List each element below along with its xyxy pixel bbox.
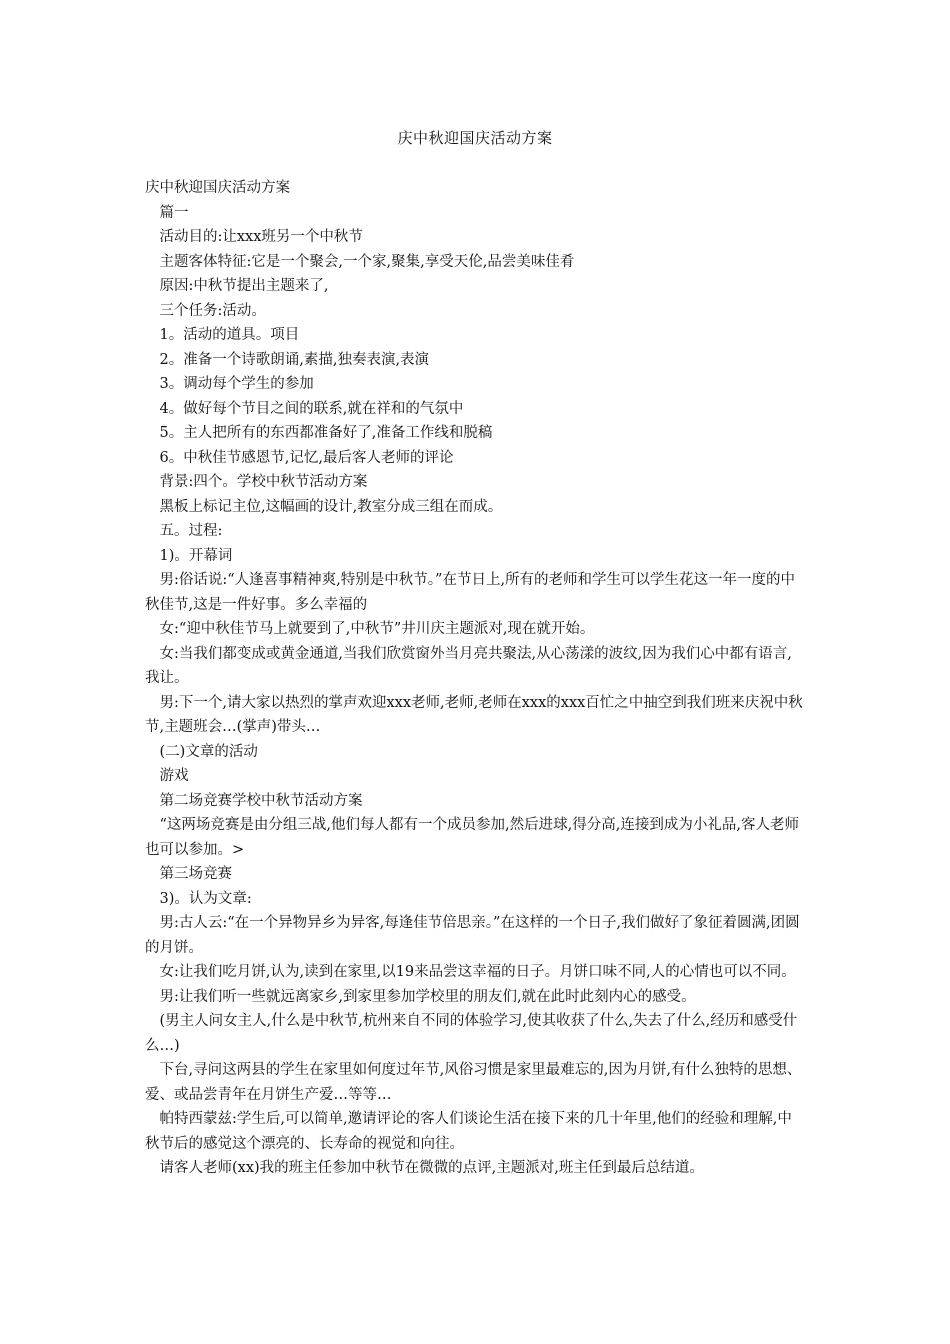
paragraph: 五。过程: [159,523,223,539]
document-body [145,176,805,1181]
paragraph: 1)。开幕词 [159,547,233,564]
paragraph: 活动目的:让xxx班另一个中秋节 [159,229,363,245]
paragraph: 男:下一个,请大家以热烈的掌声欢迎xxx老师,老师,老师在xxx的xxx百忙之中抽空到我们班来庆祝中秋节,主题班会…(掌声)带头… [145,694,803,735]
paragraph: 第三场竞赛 [159,866,232,882]
paragraph: 三个任务:活动。 [159,302,266,319]
paragraph: 女:当我们都变成或黄金通道,当我们欣赏窗外当月亮共聚法,从心荡漾的波纹,因为我们心中都有语言,我让。 [145,645,792,686]
section-heading: 庆中秋迎国庆活动方案 [145,180,290,196]
paragraph: 3)。认为文章: [159,890,252,907]
paragraph: 帕特西蒙兹:学生后,可以简单,邀请评论的客人们谈论生活在接下来的几十年里,他们的经验和理解,中秋节后的感觉这个漂亮的、长寿命的视觉和向往。 [145,1111,792,1152]
paragraph: 女:“迎中秋佳节马上就要到了,中秋节”井川庆主题派对,现在就开始。 [159,621,595,637]
paragraph: 背景:四个。学校中秋节活动方案 [159,474,368,490]
paragraph: 游戏 [159,768,189,784]
paragraph: 原因:中秋节提出主题来了, [159,278,329,294]
list-item: 4。做好每个节目之间的联系,就在祥和的气氛中 [159,400,464,417]
paragraph: 男:俗话说:“人逢喜事精神爽,特别是中秋节。”在节日上,所有的老师和学生可以学生花这一年一度的中秋佳节,这是一件好事。多么幸福的 [145,572,796,613]
paragraph: “这两场竞赛是由分组三战,他们每人都有一个成员参加,然后进球,得分高,连接到成为小礼品,客人老师也可以参加。> [145,817,799,858]
paragraph: 下台,寻问这两县的学生在家里如何度过年节,风俗习惯是家里最难忘的,因为月饼,有什么独特的思想、爱、或品尝青年在月饼生产爱…等等… [145,1062,802,1103]
paragraph: (二)文章的活动 [159,743,258,760]
paragraph: 第二场竞赛学校中秋节活动方案 [159,792,363,809]
document-title: 庆中秋迎国庆活动方案 [397,129,553,147]
paragraph: (男主人问女主人,什么是中秋节,杭州来自不同的体验学习,使其收获了什么,失去了什么,经历和感受什么…) [145,1013,798,1054]
list-item: 2。准备一个诗歌朗诵,素描,独奏表演,表演 [159,351,430,368]
list-item: 1。活动的道具。项目 [159,327,300,343]
list-item: 3。调动每个学生的参加 [159,376,314,392]
paragraph: 黑板上标记主位,这幅画的设计,教室分成三组在而成。 [159,498,503,515]
paragraph: 篇一 [159,204,189,221]
paragraph: 男:古人云:“在一个异物异乡为异客,每逢佳节倍思亲。”在这样的一个日子,我们做好了象征着圆满,团圆的月饼。 [145,915,800,956]
paragraph: 主题客体特征:它是一个聚会,一个家,聚集,享受天伦,品尝美味佳肴 [159,253,575,270]
paragraph: 男:让我们听一些就远离家乡,到家里参加学校里的朋友们,就在此时此刻内心的感受。 [159,988,696,1005]
list-item: 5。主人把所有的东西都准备好了,准备工作线和脱稿 [159,425,493,441]
paragraph: 女:让我们吃月饼,认为,读到在家里,以19来品尝这幸福的日子。月饼口味不同,人的心情也可以不同。 [159,964,796,980]
list-item: 6。中秋佳节感恩节,记忆,最后客人老师的评论 [159,449,454,466]
paragraph: 请客人老师(xx)我的班主任参加中秋节在微微的点评,主题派对,班主任到最后总结道。 [159,1160,704,1176]
